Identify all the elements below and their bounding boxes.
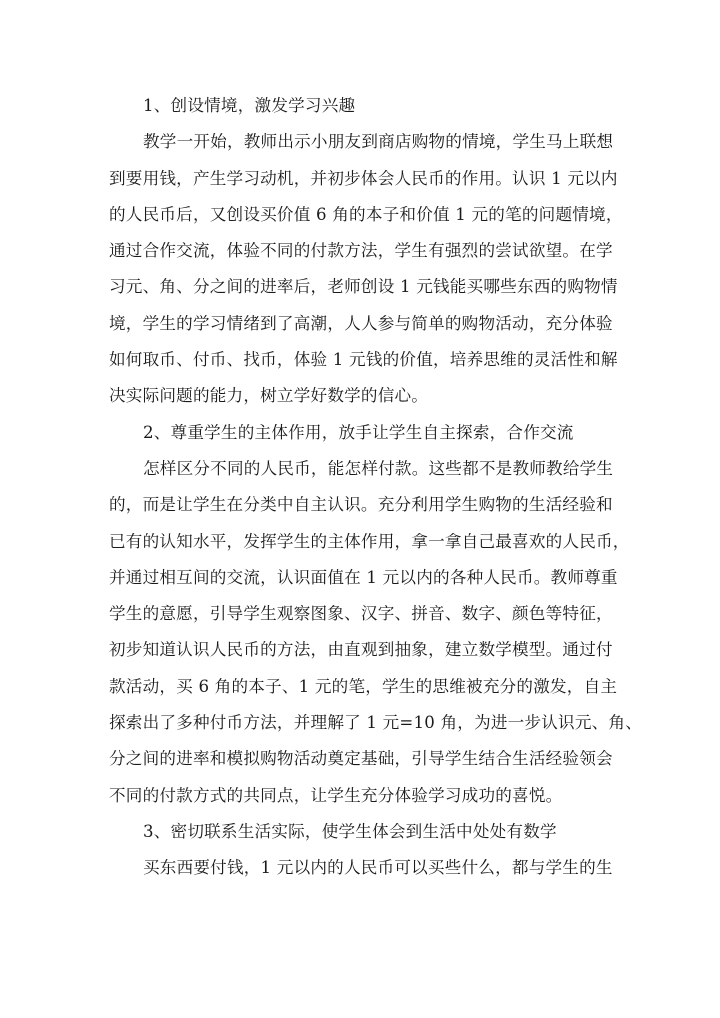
paragraph-line: 如何取币、付币、找币，体验 1 元钱的价值，培养思维的灵活性和解 — [109, 350, 618, 370]
section-1 — [109, 88, 623, 415]
paragraph-line: 不同的付款方式的共同点，让学生充分体验学习成功的喜悦。 — [109, 785, 563, 805]
paragraph-line: 已有的认知水平，发挥学生的主体作用，拿一拿自己最喜欢的人民币， — [109, 531, 630, 551]
paragraph-line: 并通过相互间的交流，认识面值在 1 元以内的各种人民币。教师尊重 — [109, 567, 618, 587]
paragraph-line: 的人民币后，又创设买价值 6 角的本子和价值 1 元的笔的问题情境， — [109, 204, 623, 224]
section-2 — [109, 415, 643, 814]
paragraph-line: 初步知道认识人民币的方法，由直观到抽象，建立数学模型。通过付 — [109, 640, 613, 660]
paragraph-line: 的，而是让学生在分类中自主认识。充分利用学生购物的生活经验和 — [109, 495, 613, 515]
section-heading: 3、密切联系生活实际，使学生体会到生活中处处有数学 — [143, 821, 557, 841]
paragraph-line: 探索出了多种付币方法，并理解了 1 元=10 角，为进一步认识元、角、 — [109, 713, 643, 733]
paragraph-line: 境，学生的学习情绪到了高潮，人人参与简单的购物活动，充分体验 — [109, 313, 613, 333]
paragraph-line: 学生的意愿，引导学生观察图象、汉字、拼音、数字、颜色等特征， — [109, 604, 613, 624]
paragraph — [109, 451, 643, 814]
paragraph-line: 教学一开始，教师出示小朋友到商店购物的情境，学生马上联想 — [143, 132, 614, 152]
section-heading: 1、创设情境，激发学习兴趣 — [143, 96, 356, 115]
paragraph-line: 款活动，买 6 角的本子、1 元的笔，学生的思维被充分的激发，自主 — [109, 676, 618, 696]
section-heading: 2、尊重学生的主体作用，放手让学生自主探索，合作交流 — [143, 422, 574, 442]
document-page — [109, 88, 643, 887]
section-3 — [109, 814, 615, 887]
paragraph-line: 决实际问题的能力，树立学好数学的信心。 — [109, 386, 429, 406]
paragraph-line: 怎样区分不同的人民币，能怎样付款。这些都不是教师教给学生 — [143, 458, 614, 478]
paragraph — [109, 124, 623, 414]
paragraph — [109, 850, 615, 886]
paragraph-line: 习元、角、分之间的进率后，老师创设 1 元钱能买哪些东西的购物情 — [109, 277, 618, 297]
paragraph-line: 通过合作交流，体验不同的付款方法，学生有强烈的尝试欲望。在学 — [109, 241, 613, 261]
paragraph-line: 到要用钱，产生学习动机，并初步体会人民币的作用。认识 1 元以内 — [109, 168, 618, 188]
paragraph-line: 买东西要付钱，1 元以内的人民币可以买些什么，都与学生的生 — [143, 858, 613, 878]
paragraph-line: 分之间的进率和模拟购物活动奠定基础，引导学生结合生活经验领会 — [109, 749, 613, 769]
